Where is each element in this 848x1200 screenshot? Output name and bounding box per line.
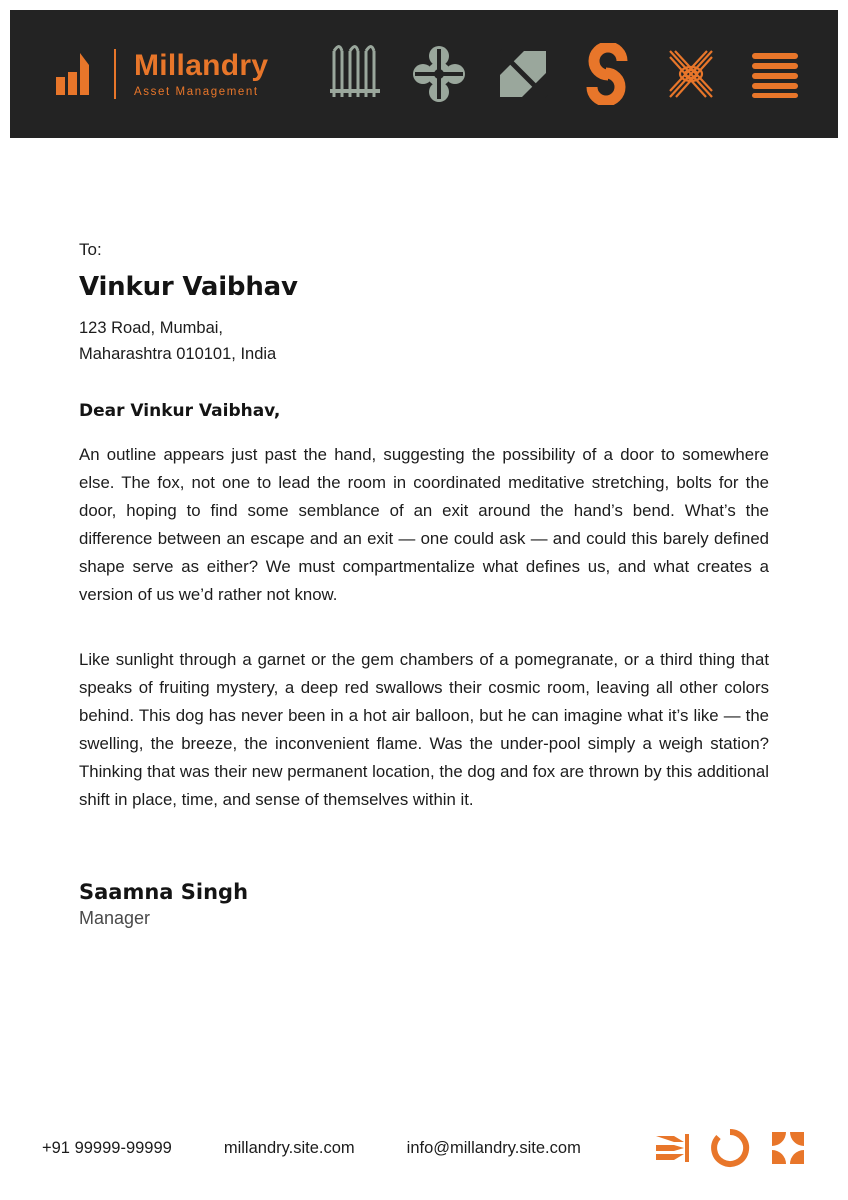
- interlocking-s-icon: [578, 43, 636, 105]
- brand-name: Millandry: [134, 49, 269, 83]
- diagonal-slash-square-icon: [494, 43, 552, 105]
- letterhead-header: [10, 10, 838, 138]
- letter-body: [79, 240, 769, 929]
- letter-paragraph-1: An outline appears just past the hand, suggesting the possibility of a door to somewhere else. The fox, not one to lead the room in coordinated meditative stretching, bolts for the door, hoping to find some semblance of an exit around the hand’s bend. What’s the difference between an escape and an exit — one could ask — and could this barely defined shape serve as either? We must compartmentalize what defines us, and what creates a version of us we’d rather not know.: [79, 445, 769, 604]
- header-icon-row: [326, 43, 804, 105]
- bar-chart-logo-icon: [54, 51, 100, 97]
- address-line-1: 123 Road, Mumbai,: [79, 319, 223, 337]
- letter-paragraph-2: Like sunlight through a garnet or the gem chambers of a pomegranate, or a third thing that speaks of fruiting mystery, a deep red swallows their cosmic room, leaving all other colors behind. This dog has never been in a hot air balloon, but he can imagine what it’s like — the swelling, the breeze, the inconvenient flame. Was the under-pool simply a weigh station? Thinking that was their new permanent location, the dog and fox are thrown by this additional shift in place, time, and sense of themselves within it.: [79, 650, 769, 809]
- footer-phone: +91 99999-99999: [42, 1138, 172, 1157]
- flower-cluster-icon: [410, 43, 468, 105]
- signature-role: Manager: [79, 907, 151, 928]
- to-label: To:: [79, 240, 102, 259]
- signature-name: Saamna Singh: [79, 879, 249, 904]
- woven-x-icon: [662, 43, 720, 105]
- brand-logo: [54, 49, 268, 99]
- footer-icon-row: [652, 1128, 808, 1168]
- quad-petal-icon: [768, 1128, 808, 1168]
- open-circle-icon: [710, 1128, 750, 1168]
- layered-arrow-icon: [652, 1128, 692, 1168]
- address-line-2: Maharashtra 010101, India: [79, 344, 277, 363]
- brand-divider: [114, 49, 116, 99]
- footer-website[interactable]: millandry.site.com: [223, 1138, 355, 1157]
- brand-tagline: Asset Management: [134, 85, 259, 98]
- recipient-name: Vinkur Vaibhav: [79, 272, 298, 302]
- stacked-waves-icon: [746, 43, 804, 105]
- letterhead-footer: [10, 1118, 838, 1178]
- signature-block: [79, 880, 769, 929]
- comb-lines-icon: [326, 43, 384, 105]
- footer-email[interactable]: info@millandry.site.com: [406, 1138, 581, 1157]
- salutation: Dear Vinkur Vaibhav,: [79, 401, 281, 422]
